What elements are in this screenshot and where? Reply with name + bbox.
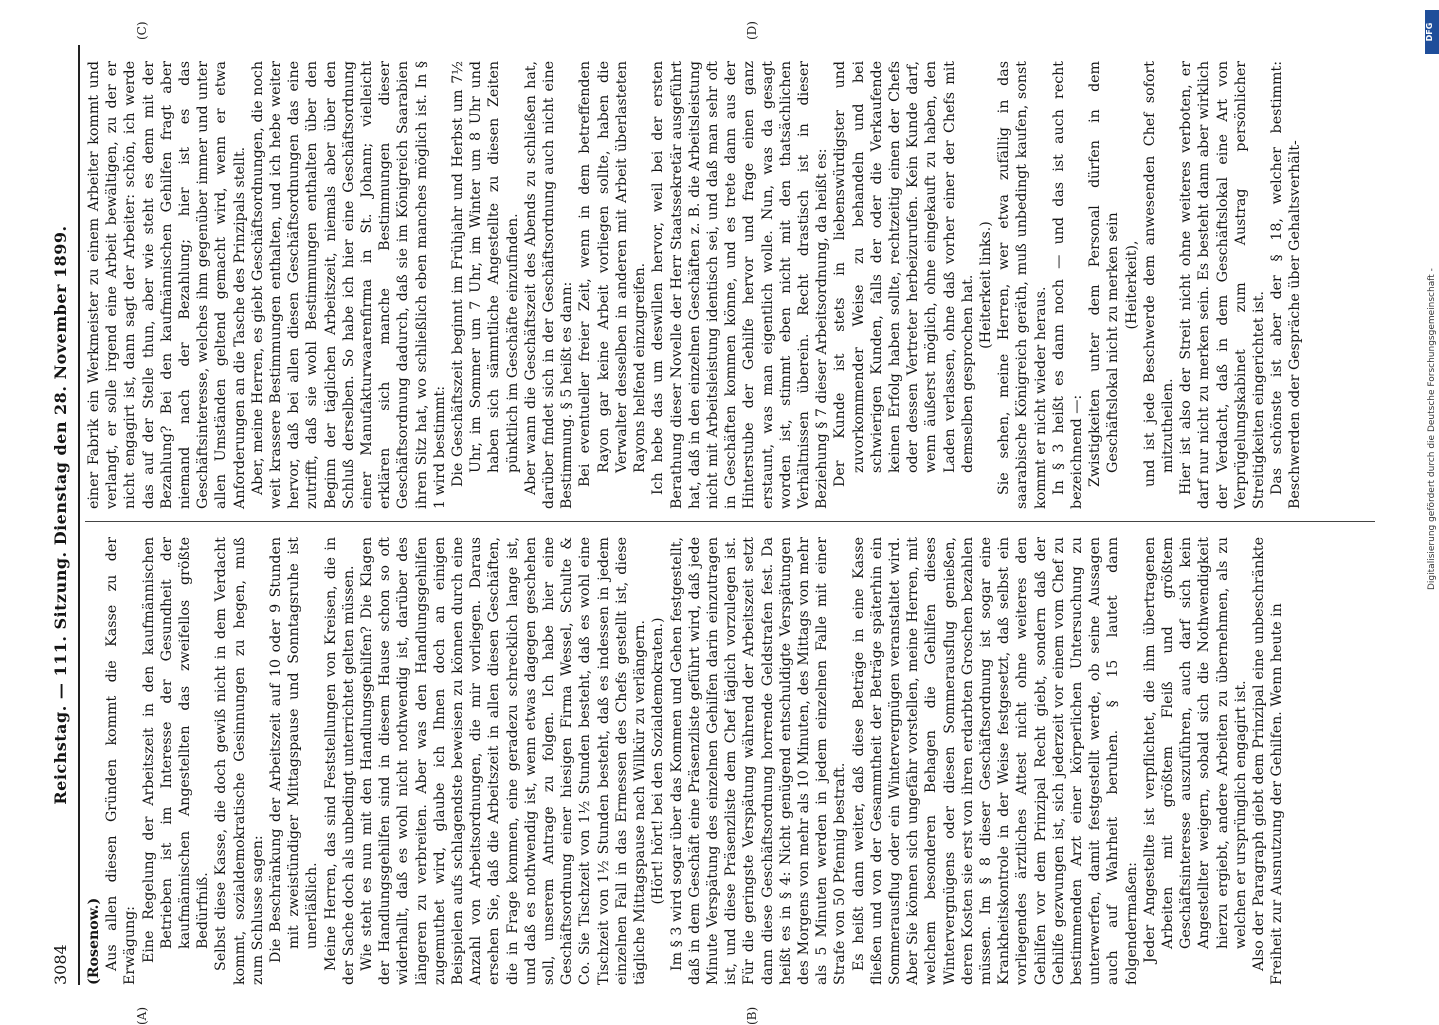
digitization-watermark bbox=[1427, 10, 1439, 590]
column-rule bbox=[85, 521, 1375, 522]
paragraph: Meine Herren, das sind Feststellungen von Kreisen, die in der Sache doch als unbedingt unterrichtet gelten müssen. bbox=[322, 537, 357, 985]
interjection: (Heiterkeit links.) bbox=[977, 221, 994, 349]
page-header bbox=[45, 45, 77, 985]
paragraph: Es heißt dann weiter, daß diese Beträge in eine Kasse fließen und von der Gesammtheit der Beträge späterhin ein Sommerausflug oder ein Wintervergnügen veranstaltet wird. Aber Sie können sich ungefähr vorstellen, meine Herren, mit welchem besonderen Behagen die Gehilfen dieses Wintervergnügens oder diesen Sommerausflug genießen, deren Kosten sie erst von ihren erdarbten Groschen bezahlen müssen. Im § 8 dieser Geschäftsordnung ist sogar eine Krankheitskontrole in der Weise festgesetzt, daß selbst ein vorliegendes ärztliches Attest nicht ohne weiteres den Gehilfen vor dem Prinzipal Recht giebt, sondern daß der Gehilfe gezwungen ist, sich jederzeit vor einem vom Chef zu bestimmenden Arzt einer körperlichen Untersuchung zu unterwerfen, damit festgestellt werde, ob seine Aussagen auch auf Wahrheit beruhen. § 15 lautet dann folgendermaßen: bbox=[850, 537, 1140, 985]
dfg-logo-text: DFG bbox=[1425, 22, 1434, 42]
quote: Der Kunde ist stets in liebenswürdigster und zuvorkommender Weise zu behandeln und bei schwierigen Kunden, falls der oder die Verkaufende keinen Erfolg haben sollte, rechtzeitig einen der Chefs oder dessen Vertreter herbeizurufen. Kein Kunde darf, wenn äußerst möglich, ohne eingekauft zu haben, den Laden verlassen, ohne daß vorher einer der Chefs mit demselben gesprochen hat. bbox=[832, 61, 976, 487]
quote: Eine Regelung der Arbeitszeit in den kaufmännischen Betrieben ist im Interesse der Gesundheit der kaufmännischen Angestellten das zweifellos größte Bedürfniß. bbox=[140, 537, 212, 963]
paragraph: Also der Paragraph giebt dem Prinzipal eine unbeschränkte Freiheit zur Ausnutzung der Gehilfen. Wenn heute in bbox=[1251, 537, 1286, 985]
paragraph: In § 3 heißt es dann noch — und das ist auch recht bezeichnend —: bbox=[1050, 61, 1085, 509]
rotated-page-content bbox=[45, 21, 1380, 1025]
page-number: 3084 bbox=[51, 944, 70, 985]
right-column bbox=[85, 61, 1375, 509]
speaker-name: (Rosenow.) bbox=[86, 897, 102, 985]
quote: und ist jede Beschwerde dem anwesenden Chef sofort mitzutheilen. bbox=[1141, 61, 1176, 487]
quote: Bei eventueller freier Zeit, wenn in dem betreffenden Rayon gar keine Arbeit vorliegen sollte, haben die Verwalter desselben in anderen mit Arbeit überlasteten Rayons helfend einzugreifen. bbox=[577, 61, 649, 487]
header-rule bbox=[78, 45, 80, 985]
paragraph: Aber wann die Geschäftszeit des Abends zu schließen hat, darüber findet sich in der Geschäftsordnung auch nicht eine Bestimmung. § 5 heißt es dann: bbox=[522, 61, 576, 509]
paragraph: einer Fabrik ein Werkmeister zu einem Arbeiter kommt und verlangt, er solle irgend eine Arbeit bewältigen, zu der er nicht engagirt ist, dann sagt der Arbeiter: schön, ich werde das auf der Stelle thun, aber wie steht es denn mit der Bezahlung? Bei den kaufmännischen Gehilfen fragt aber niemand nach der Bezahlung; hier ist es das Geschäftsinteresse, welches ihm gegenüber immer und unter allen Umständen geltend gemacht wird, wenn er etwa Anforderungen an die Tasche des Prinzipals stellt. bbox=[86, 61, 248, 509]
watermark-text: Digitalisierung gefördert durch die Deutsche Forschungsgemeinschaft - bbox=[1427, 268, 1437, 590]
paragraph: Ich hebe das um deswillen hervor, weil bei der ersten Berathung dieser Novelle der Herr Staatssekretär ausgeführt hat, daß in den einzelnen Geschäften z. B. die Arbeitsleistung nicht mit Arbeitsleistung identisch sei, und daß man sehr oft in Geschäften kommen könne, und es trete dann aus der Hinterstube der Gehilfe hervor und frage einen ganz erstaunt, was man eigentlich wolle. Nun, was da gesagt worden ist, stimmt eben nicht mit den thatsächlichen Verhältnissen überein. Recht drastisch ist in dieser Beziehung § 7 dieser Arbeitsordnung, da heißt es: bbox=[650, 61, 831, 509]
paragraph: Aus allen diesen Gründen kommt die Kasse zu der Erwägung: bbox=[104, 537, 139, 985]
paragraph: Hier ist also der Streit nicht ohne weiteres verboten, er darf nur nicht zu merken sein. Es besteht dann aber wirklich der Verdacht, daß in dem Geschäftslokal eine Art von Verprügelungskabinet zum Austrag persönlicher Streitigkeiten eingerichtet ist. bbox=[1178, 61, 1267, 509]
running-head: Reichstag. — 111. Sitzung. Dienstag den 28. November 1899. bbox=[51, 225, 70, 805]
quote: Zwistigkeiten unter dem Personal dürfen in dem Geschäftslokal nicht zu merken sein bbox=[1087, 61, 1122, 487]
quote: Die Beschränkung der Arbeitszeit auf 10 oder 9 Stunden mit zweistündiger Mittagspause und Sonntagsruhe ist unerläßlich. bbox=[268, 537, 321, 963]
paragraph: Selbst diese Kasse, die doch gewiß nicht in dem Verdacht kommt, sozialdemokratische Gesinnungen zu hegen, muß zum Schlusse sagen: bbox=[213, 537, 266, 985]
margin-mark-c: (C) bbox=[135, 21, 149, 40]
paragraph: Im § 3 wird sogar über das Kommen und Gehen festgestellt, daß in dem Geschäft eine Präsenzliste geführt wird, daß jede Minute Verspätung des einzelnen Gehilfen darin einzutragen ist, und diese Präsenzliste dem Chef täglich vorzulegen ist. Für die geringste Verspätung während der Arbeitszeit setzt dann diese Geschäftsordnung horrende Geldstrafen fest. Da heißt es in § 4: Nicht genügend entschuldigte Verspätungen des Morgens von mehr als 10 Minuten, des Mittags von mehr als 5 Minuten werden in jedem einzelnen Falle mit einer Strafe von 50 Pfennig bestraft. bbox=[668, 537, 849, 985]
margin-mark-d: (D) bbox=[745, 21, 759, 40]
paragraph: Das schönste ist aber der § 18, welcher bestimmt: Beschwerden oder Gespräche über Gehaltsverhält- bbox=[1269, 61, 1304, 509]
paragraph: Aber, meine Herren, es giebt Geschäftsordnungen, die noch weit krassere Bestimmungen enthalten, und ich hebe weiter hervor, daß bei allen diesen Geschäftsordnungen das eine zutrifft, daß sie wohl Bestimmungen enthalten über den Beginn der täglichen Arbeitszeit, niemals aber über den Schluß derselben. So habe ich hier eine Geschäftsordnung einer Manufakturwaarenfirma in St. Johann; vielleicht erklären sich manche Bestimmungen dieser Geschäftsordnung dadurch, daß sie im Königreich Saarabien ihren Sitz hat, wo schließlich eben manches möglich ist. In § 1 wird bestimmt: bbox=[249, 61, 448, 509]
paragraph: Sie sehen, meine Herren, wer etwa zufällig in das saarabische Königreich geräth, muß unbedingt kaufen, sonst kommt er nicht wieder heraus. bbox=[996, 61, 1049, 509]
margin-mark-b: (B) bbox=[745, 1006, 759, 1025]
paragraph: Wie steht es nun mit den Handlungsgehilfen? Die Klagen der Handlungsgehilfen sind in diesem Hause schon so oft widerhallt, daß es wohl nicht nothwendig ist, darüber des längeren zu verbreiten. Aber was den Handlungsgehilfen zugemuthet wird, glaube ich Ihnen doch an einigen Beispielen aufs schlagendste beweisen zu können durch eine Anzahl von Arbeitsordnungen, die mir vorliegen. Daraus ersehen Sie, daß die Arbeitszeit in allen diesen Geschäften, die in Frage kommen, eine geradezu schrecklich lange ist, und daß es nothwendig ist, wenn etwas dagegen geschehen soll, unserem Antrage zu folgen. Ich habe hier eine Geschäftsordnung einer hiesigen Firma Wessel, Schulte & Co. Sie Tischzeit von 1½ Stunden besteht, daß es wohl eine Tischzeit von 1½ Stunden besteht, daß es indessen in jedem einzelnen Fall in das Ermessen des Chefs gestellt ist, diese tägliche Mittagspause nach Willkür zu verlängern. bbox=[359, 537, 649, 985]
left-column bbox=[85, 537, 1375, 985]
interjection: (Hört! hört! bei den Sozialdemokraten.) bbox=[650, 617, 667, 905]
dfg-logo-icon bbox=[1425, 10, 1439, 54]
interjection: (Heiterkeit), bbox=[1123, 240, 1140, 330]
margin-mark-a: (A) bbox=[135, 1006, 149, 1025]
quote: Jeder Angestellte ist verpflichtet, die ihm übertragenen Arbeiten mit größtem Fleiß und größtem Geschäftsinteresse auszuführen, auch darf sich kein Angestellter weigern, sobald sich die Nothwendigkeit hierzu ergiebt, andere Arbeiten zu übernehmen, als zu welchen er ursprünglich engagirt ist. bbox=[1141, 537, 1249, 963]
quote: Die Geschäftszeit beginnt im Frühjahr und Herbst um 7½ Uhr, im Sommer um 7 Uhr, im Winter um 8 Uhr und haben sich sämmtliche Angestellte zu diesen Zeiten pünktlich im Geschäfte einzufinden. bbox=[450, 61, 521, 487]
